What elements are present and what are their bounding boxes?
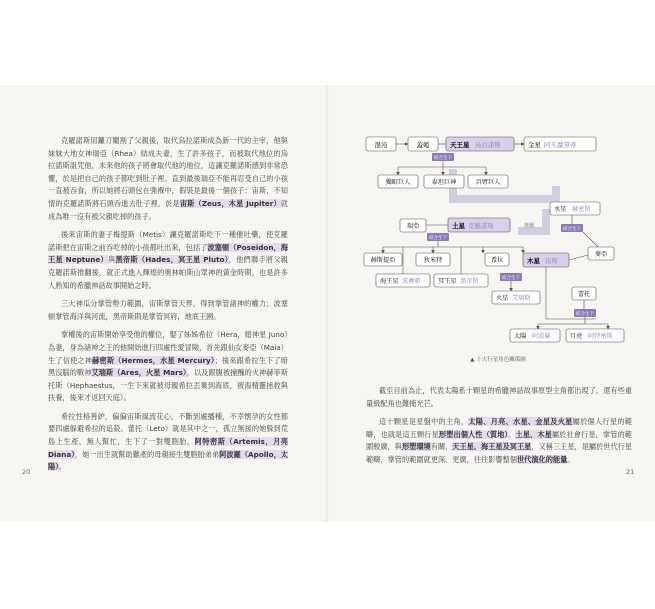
highlighted-term: 世代演化的能量 xyxy=(516,454,568,464)
node-hestia xyxy=(364,253,402,266)
svg-text:狄米特: 狄米特 xyxy=(423,257,443,264)
svg-text:宙斯: 宙斯 xyxy=(545,257,558,265)
node-chaos xyxy=(366,137,396,151)
svg-text:結合生下: 結合生下 xyxy=(429,236,447,241)
left-paragraph: 後來宙斯的妻子梅提斯（Metis）讓克羅諾斯吃下一種催吐藥，使克羅諾斯把在宙斯之前吞吃掉的小孩都吐出來，包括了波塞頓（Poseidon，海王星 Neptune）與黑帝斯（Hades，冥王星 Pluto），他們聯手將父親克羅諾斯推翻後，就正式進入輝煌的奧林帕斯山眾神的黃金時期，也是許多人熟知的希臘神話故事開始之時。 xyxy=(48,230,288,290)
highlighted-term: 赫密斯（Hermes，水星 Mercury） xyxy=(92,355,215,365)
node-venus xyxy=(524,137,596,151)
svg-text:泰坦巨神: 泰坦巨神 xyxy=(431,179,457,186)
svg-text:百臂巨人: 百臂巨人 xyxy=(475,179,501,186)
overthrow-label: 推翻 xyxy=(524,223,535,229)
left-page-text xyxy=(48,135,288,480)
highlighted-term: 宙斯（Zeus，木星 Jupiter） xyxy=(179,198,281,208)
highlighted-term: 阿波羅（Apollo，太陽） xyxy=(48,449,288,472)
left-paragraph: 三大神瓜分掌管勢力範圍，宙斯掌管天界，得到掌管諸神的權力；波塞頓掌管海洋與河流，黑帝斯則是掌管冥府，地底王國。 xyxy=(48,299,288,321)
highlighted-term: 波塞頓（Poseidon，海王星 Neptune） xyxy=(48,242,288,265)
svg-text:結合生下: 結合生下 xyxy=(434,156,452,161)
node-cyclops xyxy=(378,175,418,188)
svg-text:金星: 金星 xyxy=(528,141,541,149)
svg-text:克羅諾斯: 克羅諾斯 xyxy=(468,222,494,230)
right-page-number: 21 xyxy=(626,468,635,476)
svg-text:麥亞: 麥亞 xyxy=(594,251,608,258)
svg-text:水星: 水星 xyxy=(554,206,567,213)
svg-text:黑帝斯: 黑帝斯 xyxy=(460,278,479,285)
book-gutter xyxy=(326,85,329,522)
left-paragraph: 克羅諾斯用鐮刀閹割了父親後，取代烏拉諾斯成為新一代的主宰，他與妹妹大地女神瑞亞（Rhea）結成夫妻，生了許多孩子，而被取代地位的烏拉諾斯詛咒他，未來他的孩子將會取代他的地位，這讓克羅諾斯感到非常恐懼，於是把自己的孩子都吃到肚子裡。直到最後瑞亞不能再忍受自己的小孩一直被吞食，所以她將石頭包在強褓中，假裝是最後一個孩子：宙斯，不知情的克羅諾斯將石頭吞進去肚子裡，於是宙斯（Zeus，木星 Jupiter）就成為唯一沒有被父親吃掉的孩子。 xyxy=(48,136,288,221)
svg-text:混沌: 混沌 xyxy=(374,141,388,149)
svg-text:火星: 火星 xyxy=(496,295,509,302)
left-page-number: 20 xyxy=(22,468,31,476)
node-gaia xyxy=(408,137,438,151)
svg-text:蕾托: 蕾托 xyxy=(577,291,591,298)
highlighted-term: 形塑出個人性（質地） xyxy=(438,429,509,439)
node-demeter xyxy=(416,253,450,266)
node-maia xyxy=(588,247,614,260)
node-uranus xyxy=(446,137,514,151)
book-spread xyxy=(0,85,655,522)
right-paragraph: 這十顆星是星盤中的主角，太陽、月亮、水星、金星及火星屬於個人行星的範疇，也就是這五顆行星形塑出個人性（質地）。土星、木星屬於社會行星，掌管的範圍較廣，與形塑環境有關，天王星、海王星及冥王星，又稱三王星，是屬於世代行星範疇，掌管的範圍就更深、更廣，往往影響整個世代演化的能量。 xyxy=(366,417,633,464)
highlighted-term: 形塑環境 xyxy=(401,442,431,452)
node-mars xyxy=(492,291,540,304)
highlighted-term: 阿特密斯（Artemis，月亮 Diana） xyxy=(48,437,288,459)
planet-relationship-diagram xyxy=(358,129,638,369)
svg-text:土星: 土星 xyxy=(452,222,465,230)
svg-text:太陽: 太陽 xyxy=(514,333,527,340)
right-page-text xyxy=(366,385,632,473)
highlighted-term: 土星、木星 xyxy=(515,429,552,439)
diagram-caption: ▲ 十大行星角色關係圖 xyxy=(470,357,526,363)
node-pluto xyxy=(434,274,488,287)
svg-text:希拉: 希拉 xyxy=(490,257,504,264)
svg-text:赫斯提亞: 赫斯提亞 xyxy=(370,257,396,264)
svg-text:木星: 木星 xyxy=(527,257,540,265)
right-paragraph: 截至目前為止，代表太陽系十顆星的希臘神話故事原型主角都出現了，還有些重量級配角也難掩光芒。 xyxy=(366,386,632,408)
svg-text:瑞亞: 瑞亞 xyxy=(406,223,420,230)
node-hera xyxy=(485,253,509,266)
svg-text:阿特密斯: 阿特密斯 xyxy=(588,333,613,340)
highlighted-term: 黑帝斯（Hades，冥王星 Pluto） xyxy=(115,255,229,265)
node-leto xyxy=(572,287,596,300)
svg-text:蓋婭: 蓋婭 xyxy=(416,141,430,149)
highlighted-term: 艾瑞斯（Ares，火星 Mars） xyxy=(91,368,187,378)
svg-text:艾瑞斯: 艾瑞斯 xyxy=(512,295,531,302)
node-sun xyxy=(510,329,560,342)
svg-text:波賽頓: 波賽頓 xyxy=(402,278,421,285)
svg-text:結合生下: 結合生下 xyxy=(576,312,594,317)
node-saturn xyxy=(448,218,510,232)
svg-text:結合生下: 結合生下 xyxy=(502,276,520,281)
node-titans xyxy=(424,175,464,188)
highlighted-term: 太陽、月亮、水星、金星及火星 xyxy=(468,417,573,427)
svg-text:天王星: 天王星 xyxy=(450,141,470,149)
node-mercury xyxy=(550,202,600,215)
svg-text:月亮: 月亮 xyxy=(570,333,583,340)
svg-text:獨眼巨人: 獨眼巨人 xyxy=(385,179,411,186)
svg-text:赫密斯: 赫密斯 xyxy=(572,206,591,213)
node-moon xyxy=(566,329,624,342)
svg-text:阿芙蘿黛蒂: 阿芙蘿黛蒂 xyxy=(544,141,577,149)
svg-text:阿波羅: 阿波羅 xyxy=(532,333,551,340)
node-rhea xyxy=(400,219,426,232)
svg-text:結合生下: 結合生下 xyxy=(563,227,581,232)
svg-text:烏拉諾斯: 烏拉諾斯 xyxy=(475,141,501,149)
left-paragraph: 希拉性格善妒，偏偏宙斯風流花心，不斷到處播種，不幸懷孕的女性都要四處躲避希拉的追殺。蕾托（Leto）就是其中之一，孤立無援的她躲到荒島上生產，無人幫忙，生下了一對雙胞胎，阿特密斯（Artemis，月亮 Diana），她一出生就幫助難產的母親接生雙胞胎弟弟阿波羅（Apollo，太陽）。 xyxy=(48,411,288,472)
left-paragraph: 掌權後的宙斯開始享受他的權位，娶了姊姊希拉（Hera，婚神星 Juno）為妻，身為諸神之王的他開始進行四處性愛冒險，首先跟仙女麥亞（Maia）生了信使之神赫密斯（Hermes，水星 Mercury）；後來跟希拉生下了暗黑沒腦的戰神艾瑞斯（Ares，火星 Mars），以及跟腹被撞醜的火神赫菲斯托斯（Hephaestus，一生下來就被母親希拉丟棄到海底，被海精靈拯救與扶養，後來才返回天庭）。 xyxy=(48,330,288,403)
svg-text:冥王星: 冥王星 xyxy=(438,278,457,285)
node-jupiter xyxy=(523,253,569,267)
svg-text:海王星: 海王星 xyxy=(380,278,399,285)
node-neptune xyxy=(376,274,430,287)
highlighted-term: 天王星、海王星及冥王星 xyxy=(452,442,532,452)
node-hecatoncheires xyxy=(468,175,508,188)
